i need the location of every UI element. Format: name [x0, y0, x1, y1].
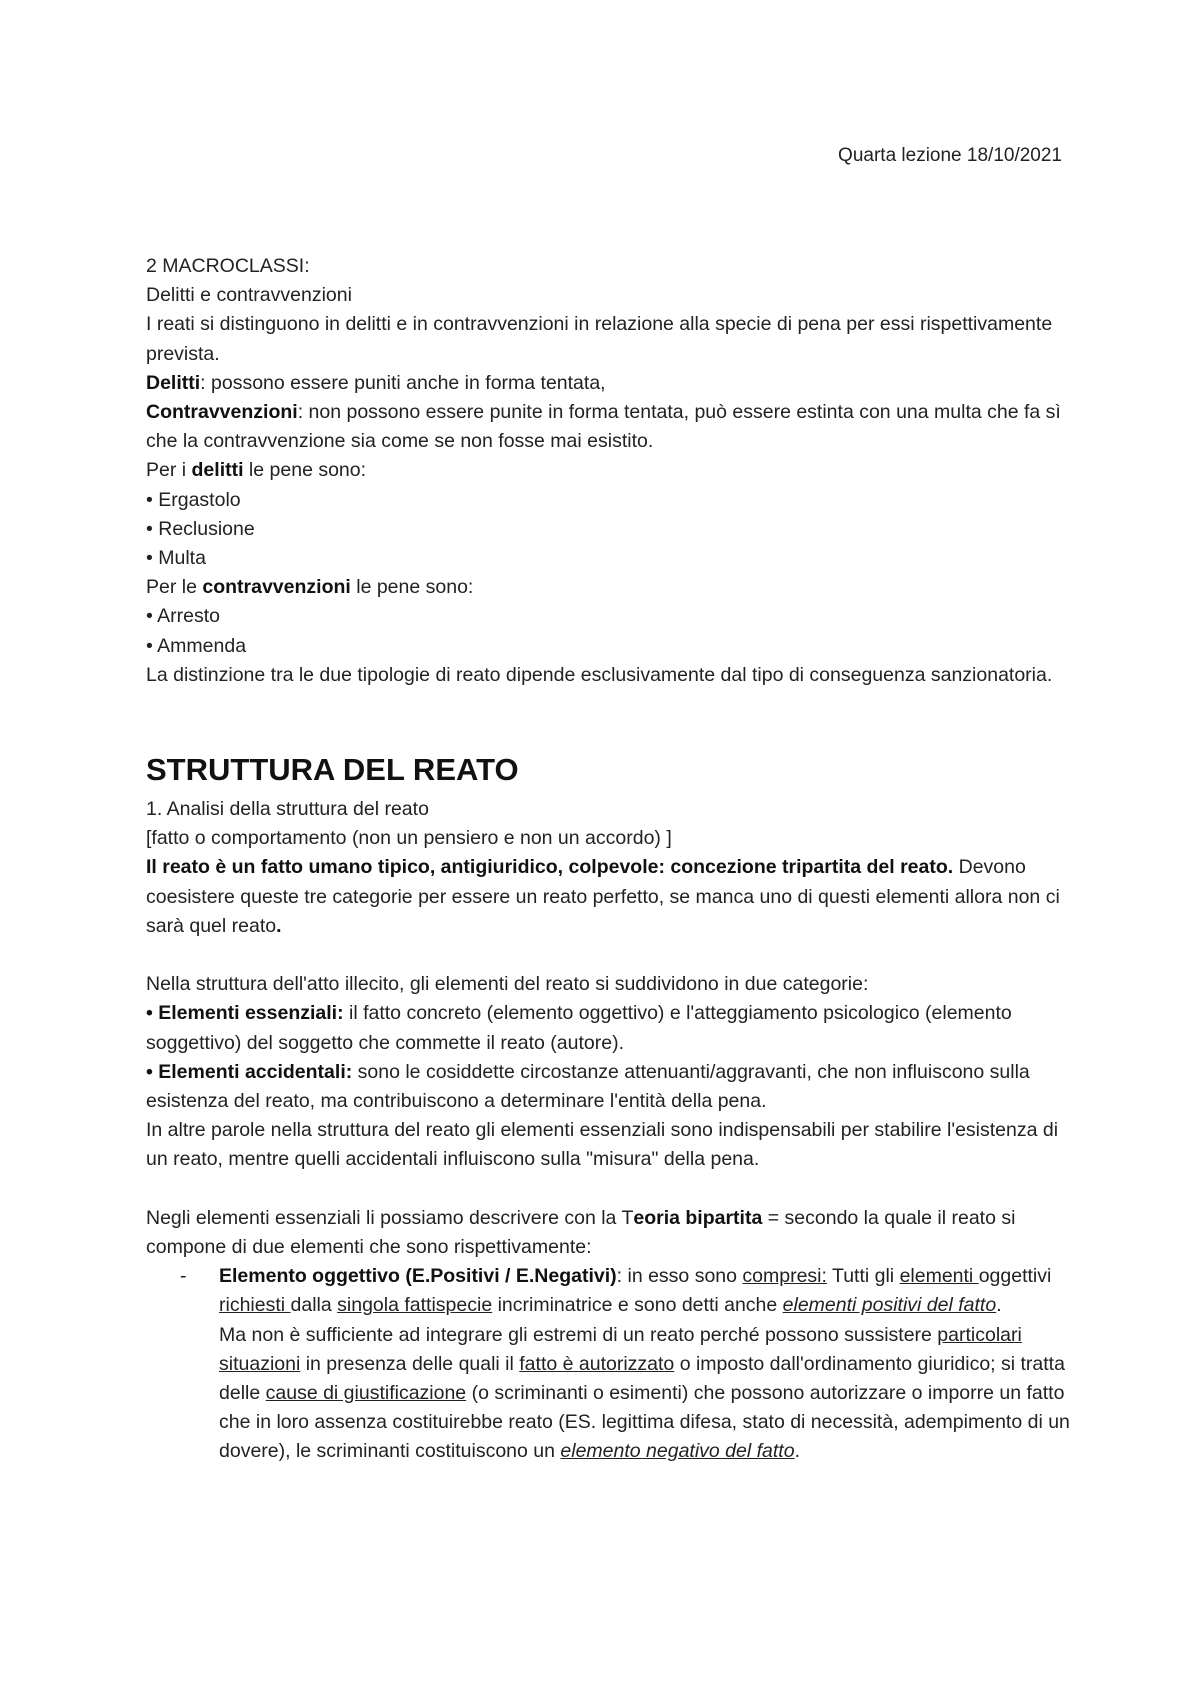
- contravvenzioni-line: [146, 398, 1066, 456]
- spacer: [146, 1175, 1071, 1204]
- essenziali-item: • Elementi essenziali: il fatto concreto (elemento oggettivo) e l'atteggiamento psicologico (elemento soggettivo) del soggetto che commette il reato (autore).: [146, 1002, 1012, 1054]
- accidentali-item: • Elementi accidentali: sono le cosiddette circostanze attenuanti/aggravanti, che non influiscono sulla esistenza del reato, ma contribuiscono a determinare l'entità della pena.: [146, 1060, 1030, 1113]
- struttura-intro: Nella struttura dell'atto illecito, gli elementi del reato si suddividono in due categorie:: [146, 973, 869, 996]
- list-item: • Ergastolo: [146, 488, 241, 511]
- list-item: • Reclusione: [146, 517, 255, 540]
- section-struttura: [146, 795, 1071, 1467]
- delitti-text: : possono essere puniti anche in forma tentata,: [200, 371, 606, 394]
- section-title: STRUTTURA DEL REATO: [146, 752, 519, 787]
- definition-paragraph: Il reato è un fatto umano tipico, antigiuridico, colpevole: concezione tripartita del reato. Devono coesistere queste tre categorie per essere un reato perfetto, se manca uno di questi elementi allora non ci sarà quel reato.: [146, 856, 1060, 937]
- pene-contravvenzioni-heading: Per le contravvenzioni le pene sono:: [146, 576, 474, 599]
- elemento-oggettivo-bullet: [146, 1262, 1071, 1466]
- pene-delitti-heading: Per i delitti le pene sono:: [146, 459, 367, 482]
- altre-parole-paragraph: In altre parole nella struttura del reato gli elementi essenziali sono indispensabili per stabilire l'esistenza di un reato, mentre quelli accidentali influiscono sulla "misura" della pena.: [146, 1119, 1059, 1171]
- definition-bold: Il reato è un fatto umano tipico, antigiuridico, colpevole: concezione tripartita del reato.: [146, 856, 954, 879]
- contravvenzioni-text: : non possono essere punite in forma tentata, può essere estinta con una multa che fa sì che la contravvenzione sia come se non fosse mai esistito.: [146, 401, 1061, 453]
- subtitle: Delitti e contravvenzioni: [146, 284, 352, 307]
- section-macroclassi: [146, 252, 1066, 690]
- list-item: • Ammenda: [146, 634, 247, 657]
- list-item: • Arresto: [146, 605, 221, 628]
- fatto-line: [fatto o comportamento (non un pensiero e non un accordo) ]: [146, 827, 672, 850]
- distinzione-paragraph: La distinzione tra le due tipologie di reato dipende esclusivamente dal tipo di conseguenza sanzionatoria.: [146, 663, 1053, 686]
- analisi-line: 1. Analisi della struttura del reato: [146, 798, 429, 820]
- bullet-paragraph-2: Ma non è sufficiente ad integrare gli estremi di un reato perché possono sussistere particolari situazioni in presenza delle quali il fatto è autorizzato o imposto dall'ordinamento giuridico; si tratta delle cause di giustificazione (o scriminanti o esimenti) che possono autorizzare o imporre un fatto che in loro assenza costituirebbe reato (ES. legittima difesa, stato di necessità, adempimento di un dovere), le scriminanti costituiscono un elemento negativo del fatto.: [219, 1323, 1070, 1463]
- teoria-paragraph: Negli elementi essenziali li possiamo descrivere con la Teoria bipartita = secondo la quale il reato si compone di due elementi che sono rispettivamente:: [146, 1206, 1016, 1259]
- lesson-date: Quarta lezione 18/10/2021: [838, 145, 1062, 166]
- delitti-label: Delitti: [146, 371, 201, 394]
- spacer: [146, 941, 1071, 970]
- macroclassi-heading: 2 MACROCLASSI:: [146, 255, 310, 277]
- contravvenzioni-label: Contravvenzioni: [146, 401, 298, 424]
- bullet-paragraph-1: Elemento oggettivo (E.Positivi / E.Negativi): in esso sono compresi: Tutti gli elementi oggettivi richiesti dalla singola fattispecie incriminatrice e sono detti anche elementi positivi del fatto.: [219, 1265, 1052, 1317]
- delitti-line: [146, 369, 1066, 398]
- intro-paragraph: I reati si distinguono in delitti e in contravvenzioni in relazione alla specie di pena per essi rispettivamente prevista.: [146, 313, 1053, 365]
- list-item: • Multa: [146, 547, 206, 570]
- dash-marker: -: [180, 1265, 187, 1288]
